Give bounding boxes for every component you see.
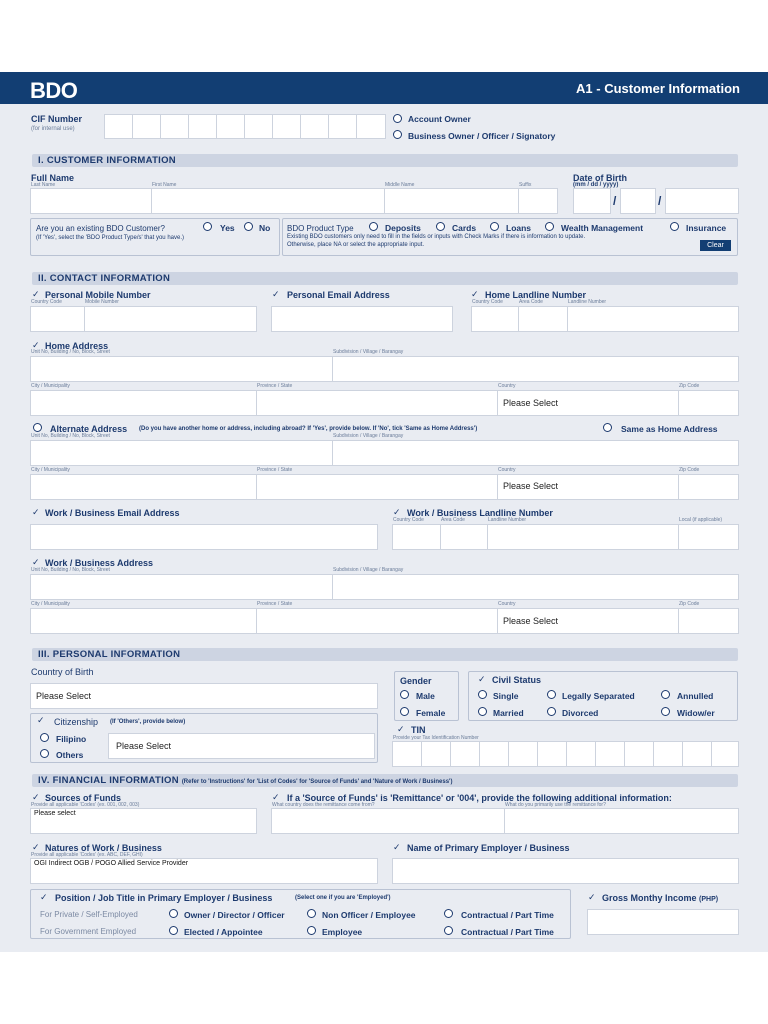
same-as-home-label: Same as Home Address — [621, 424, 718, 434]
landline-input[interactable] — [471, 306, 739, 332]
male-label: Male — [416, 691, 435, 701]
citizenship-label: Citizenship — [54, 717, 99, 727]
divider — [653, 741, 654, 767]
email-input[interactable] — [271, 306, 453, 332]
middle-name-label: Middle Name — [385, 182, 415, 188]
mobile-input[interactable] — [30, 306, 257, 332]
section-financial-information — [32, 774, 738, 787]
employee-label: Employee — [322, 927, 363, 937]
work-city-input[interactable] — [30, 608, 739, 634]
existing-note-2: Otherwise, place NA or select the appropriate input. — [287, 242, 425, 248]
loans-radio[interactable] — [490, 222, 499, 231]
city-label: City / Municipality — [31, 601, 70, 607]
province-label: Province / State — [257, 467, 293, 473]
insurance-label: Insurance — [686, 223, 727, 233]
divider — [84, 306, 85, 332]
divider — [132, 114, 133, 139]
last-name-label: Last Name — [31, 182, 56, 188]
check-icon: ✓ — [588, 892, 596, 902]
landline-number-label: Landline Number — [568, 299, 607, 305]
section-personal-information: III. PERSONAL INFORMATION — [32, 648, 738, 661]
mobile-label: Personal Mobile Number — [45, 290, 151, 300]
dob-year-input[interactable] — [665, 188, 739, 214]
home-street-input[interactable] — [30, 356, 739, 382]
wealth-radio[interactable] — [545, 222, 554, 231]
annulled-radio[interactable] — [661, 690, 670, 699]
deposits-label: Deposits — [385, 223, 421, 233]
alt-country-select[interactable]: Please Select — [503, 481, 559, 491]
existing-customer-question: Are you an existing BDO Customer? — [36, 224, 165, 233]
check-icon: ✓ — [32, 340, 40, 350]
divider — [332, 574, 333, 600]
country-of-birth-value: Please Select — [36, 691, 92, 701]
contractual-govt-radio[interactable] — [444, 926, 453, 935]
divider — [497, 390, 498, 416]
alternate-address-radio[interactable] — [33, 423, 42, 432]
dob-label: Date of Birth — [573, 173, 627, 183]
work-street-input[interactable] — [30, 574, 739, 600]
divider — [487, 524, 488, 550]
filipino-radio[interactable] — [40, 733, 49, 742]
country-code-label: Country Code — [472, 299, 503, 305]
divider — [711, 741, 712, 767]
country-of-birth-label: Country of Birth — [31, 667, 94, 677]
female-radio[interactable] — [400, 707, 409, 716]
owner-radio[interactable] — [169, 909, 178, 918]
subdivision-label: Subdivision / Village / Barangay — [333, 349, 404, 355]
divider — [537, 741, 538, 767]
female-label: Female — [416, 708, 446, 718]
contractual-govt-label: Contractual / Part Time — [461, 927, 554, 937]
existing-yes-label: Yes — [220, 223, 235, 233]
contractual-private-label: Contractual / Part Time — [461, 910, 554, 920]
country-code-label: Country Code — [393, 517, 424, 523]
elected-label: Elected / Appointee — [184, 927, 263, 937]
income-text: Gross Monthy Income — [602, 893, 697, 903]
divider — [332, 356, 333, 382]
unit-label: Unit No, Building / No, Block, Street — [31, 349, 110, 355]
nature-of-work-value: OGI Indirect OGB / POGO Allied Service Provider — [34, 860, 189, 867]
remittance-input[interactable] — [271, 808, 739, 834]
employee-radio[interactable] — [307, 926, 316, 935]
cif-sublabel: (for internal use) — [31, 126, 75, 132]
divider — [328, 114, 329, 139]
sources-label: Sources of Funds — [45, 793, 122, 803]
wealth-label: Wealth Management — [561, 223, 644, 233]
divider — [300, 114, 301, 139]
govt-label: For Government Employed — [40, 927, 137, 936]
province-label: Province / State — [257, 601, 293, 607]
divider — [160, 114, 161, 139]
dob-slash: / — [658, 194, 662, 208]
existing-no-label: No — [259, 223, 271, 233]
divider — [518, 188, 519, 214]
male-radio[interactable] — [400, 690, 409, 699]
income-label — [602, 893, 718, 903]
widow-label: Widow/er — [677, 708, 715, 718]
divider — [518, 306, 519, 332]
sources-value: Please select — [34, 810, 76, 817]
divider — [624, 741, 625, 767]
city-label: City / Municipality — [31, 467, 70, 473]
section-title: IV. FINANCIAL INFORMATION — [38, 775, 179, 786]
divider — [256, 608, 257, 634]
zip-label: Zip Code — [679, 383, 700, 389]
email-label: Personal Email Address — [287, 290, 390, 300]
position-label: Position / Job Title in Primary Employer / Business — [55, 893, 273, 903]
form-title: A1 - Customer Information — [576, 81, 740, 96]
work-landline-input[interactable] — [392, 524, 739, 550]
nature-of-work-label: Natures of Work / Business — [45, 843, 162, 853]
zip-label: Zip Code — [679, 601, 700, 607]
divider — [440, 524, 441, 550]
remit-country-label: What country does the remittance come from? — [272, 802, 375, 808]
unit-label: Unit No, Building / No, Block, Street — [31, 433, 110, 439]
single-radio[interactable] — [478, 690, 487, 699]
deposits-radio[interactable] — [369, 222, 378, 231]
cif-input[interactable] — [104, 114, 386, 139]
dob-day-input[interactable] — [620, 188, 656, 214]
existing-customer-note: (If 'Yes', select the 'BDO Product Type/s' that you have.) — [36, 235, 184, 241]
divider — [497, 608, 498, 634]
subdivision-label: Subdivision / Village / Barangay — [333, 433, 404, 439]
existing-note-1: Existing BDO customers only need to fill in the fields or inputs with Check Marks if there is information to update. — [287, 234, 586, 240]
check-icon: ✓ — [471, 289, 479, 299]
income-input[interactable] — [587, 909, 739, 935]
account-owner-radio[interactable] — [393, 114, 402, 123]
check-icon: ✓ — [478, 674, 486, 684]
country-label: Country — [498, 467, 516, 473]
nature-of-work-note: Provide all applicable 'Codes' (ex. ABC, DEF, GHI) — [31, 852, 143, 858]
work-landline-label: Work / Business Landline Number — [407, 508, 553, 518]
employer-input[interactable] — [392, 858, 739, 884]
province-label: Province / State — [257, 383, 293, 389]
alt-street-input[interactable] — [30, 440, 739, 466]
divider — [216, 114, 217, 139]
country-code-label: Country Code — [31, 299, 62, 305]
divider — [421, 741, 422, 767]
same-as-home-radio[interactable] — [603, 423, 612, 432]
legally-separated-radio[interactable] — [547, 690, 556, 699]
married-radio[interactable] — [478, 707, 487, 716]
work-email-label: Work / Business Email Address — [45, 508, 180, 518]
private-label: For Private / Self-Employed — [40, 910, 138, 919]
divider — [151, 188, 152, 214]
product-type-label: BDO Product Type — [287, 224, 354, 233]
business-owner-label: Business Owner / Officer / Signatory — [408, 131, 556, 141]
check-icon: ✓ — [393, 507, 401, 517]
country-label: Country — [498, 601, 516, 607]
divorced-radio[interactable] — [547, 707, 556, 716]
citizenship-note: (If 'Others', provide below) — [110, 719, 186, 725]
existing-no-radio[interactable] — [244, 222, 253, 231]
employer-label: Name of Primary Employer / Business — [407, 843, 570, 853]
city-label: City / Municipality — [31, 383, 70, 389]
check-icon: ✓ — [37, 715, 45, 725]
legally-separated-label: Legally Separated — [562, 691, 635, 701]
mobile-number-label: Mobile Number — [85, 299, 119, 305]
area-code-label: Area Code — [441, 517, 465, 523]
landline-number-label: Landline Number — [488, 517, 527, 523]
work-address-label: Work / Business Address — [45, 558, 154, 568]
work-country-select[interactable]: Please Select — [503, 616, 559, 626]
divorced-label: Divorced — [562, 708, 599, 718]
first-name-label: First Name — [152, 182, 177, 188]
divider — [479, 741, 480, 767]
section-title-note: (Refer to 'Instructions' for 'List of Codes' for 'Source of Funds' and 'Nature of Work / Business') — [181, 779, 453, 785]
civil-status-label: Civil Status — [492, 675, 542, 685]
divider — [244, 114, 245, 139]
check-icon: ✓ — [32, 842, 40, 852]
divider — [384, 188, 385, 214]
non-officer-radio[interactable] — [307, 909, 316, 918]
divider — [504, 808, 505, 834]
widow-radio[interactable] — [661, 707, 670, 716]
tin-label: TIN — [411, 725, 426, 735]
others-radio[interactable] — [40, 749, 49, 758]
country-label: Country — [498, 383, 516, 389]
check-icon: ✓ — [272, 792, 280, 802]
position-note: (Select one if you are 'Employed') — [295, 895, 391, 901]
citizenship-value: Please Select — [116, 741, 172, 751]
others-label: Others — [56, 750, 84, 760]
remittance-label: If a 'Source of Funds' is 'Remittance' or '004', provide the following additional information: — [287, 793, 672, 803]
zip-label: Zip Code — [679, 467, 700, 473]
landline-label: Home Landline Number — [485, 290, 587, 300]
single-label: Single — [493, 691, 519, 701]
home-address-label: Home Address — [45, 341, 109, 351]
home-country-select[interactable]: Please Select — [503, 398, 559, 408]
non-officer-label: Non Officer / Employee — [322, 910, 416, 920]
divider — [256, 474, 257, 500]
divider — [332, 440, 333, 466]
divider — [272, 114, 273, 139]
check-icon: ✓ — [272, 289, 280, 299]
divider — [595, 741, 596, 767]
clear-button[interactable]: Clear — [700, 240, 731, 251]
divider — [356, 114, 357, 139]
bdo-logo: BDO — [30, 78, 78, 103]
check-icon: ✓ — [32, 289, 40, 299]
alternate-address-label: Alternate Address — [50, 424, 128, 434]
divider — [678, 524, 679, 550]
elected-radio[interactable] — [169, 926, 178, 935]
remit-use-label: What do you primarily use the remittance for? — [505, 802, 606, 808]
filipino-label: Filipino — [56, 734, 87, 744]
suffix-label: Suffix — [519, 182, 532, 188]
cif-label: CIF Number — [31, 114, 83, 124]
subdivision-label: Subdivision / Village / Barangay — [333, 567, 404, 573]
sources-note: Provide all applicable 'Codes' (ex. 001, 002, 003) — [31, 802, 140, 808]
check-icon: ✓ — [32, 792, 40, 802]
contractual-private-radio[interactable] — [444, 909, 453, 918]
local-label: Local (if applicable) — [679, 517, 723, 523]
divider — [450, 741, 451, 767]
divider — [566, 741, 567, 767]
check-icon: ✓ — [32, 507, 40, 517]
alternate-address-question: (Do you have another home or address, including abroad? If 'Yes', provide below. If 'No', tick 'Same as Home Address') — [139, 426, 478, 432]
divider — [682, 741, 683, 767]
area-code-label: Area Code — [519, 299, 543, 305]
divider — [256, 390, 257, 416]
dob-format: (mm / dd / yyyy) — [573, 182, 619, 188]
business-owner-radio[interactable] — [393, 130, 402, 139]
divider — [567, 306, 568, 332]
work-email-input[interactable] — [30, 524, 378, 550]
cards-label: Cards — [452, 223, 477, 233]
income-unit: (PHP) — [699, 896, 719, 903]
married-label: Married — [493, 708, 524, 718]
existing-yes-radio[interactable] — [203, 222, 212, 231]
cards-radio[interactable] — [436, 222, 445, 231]
check-icon: ✓ — [393, 842, 401, 852]
unit-label: Unit No, Building / No, Block, Street — [31, 567, 110, 573]
full-name-label: Full Name — [31, 173, 75, 183]
loans-label: Loans — [506, 223, 532, 233]
check-icon: ✓ — [32, 557, 40, 567]
divider — [188, 114, 189, 139]
check-icon: ✓ — [40, 892, 48, 902]
section-contact-information: II. CONTACT INFORMATION — [32, 272, 738, 285]
tin-note: Provide your Tax Identification Number — [393, 735, 479, 741]
owner-label: Owner / Director / Officer — [184, 910, 285, 920]
dob-slash: / — [613, 194, 617, 208]
full-name-input[interactable] — [30, 188, 558, 214]
section-customer-information: I. CUSTOMER INFORMATION — [32, 154, 738, 167]
alt-city-input[interactable] — [30, 474, 739, 500]
dob-month-input[interactable] — [573, 188, 611, 214]
insurance-radio[interactable] — [670, 222, 679, 231]
divider — [678, 474, 679, 500]
home-city-input[interactable] — [30, 390, 739, 416]
divider — [497, 474, 498, 500]
account-owner-label: Account Owner — [408, 114, 471, 124]
divider — [508, 741, 509, 767]
divider — [678, 608, 679, 634]
annulled-label: Annulled — [677, 691, 714, 701]
divider — [678, 390, 679, 416]
gender-label: Gender — [400, 676, 432, 686]
check-icon: ✓ — [397, 724, 405, 734]
